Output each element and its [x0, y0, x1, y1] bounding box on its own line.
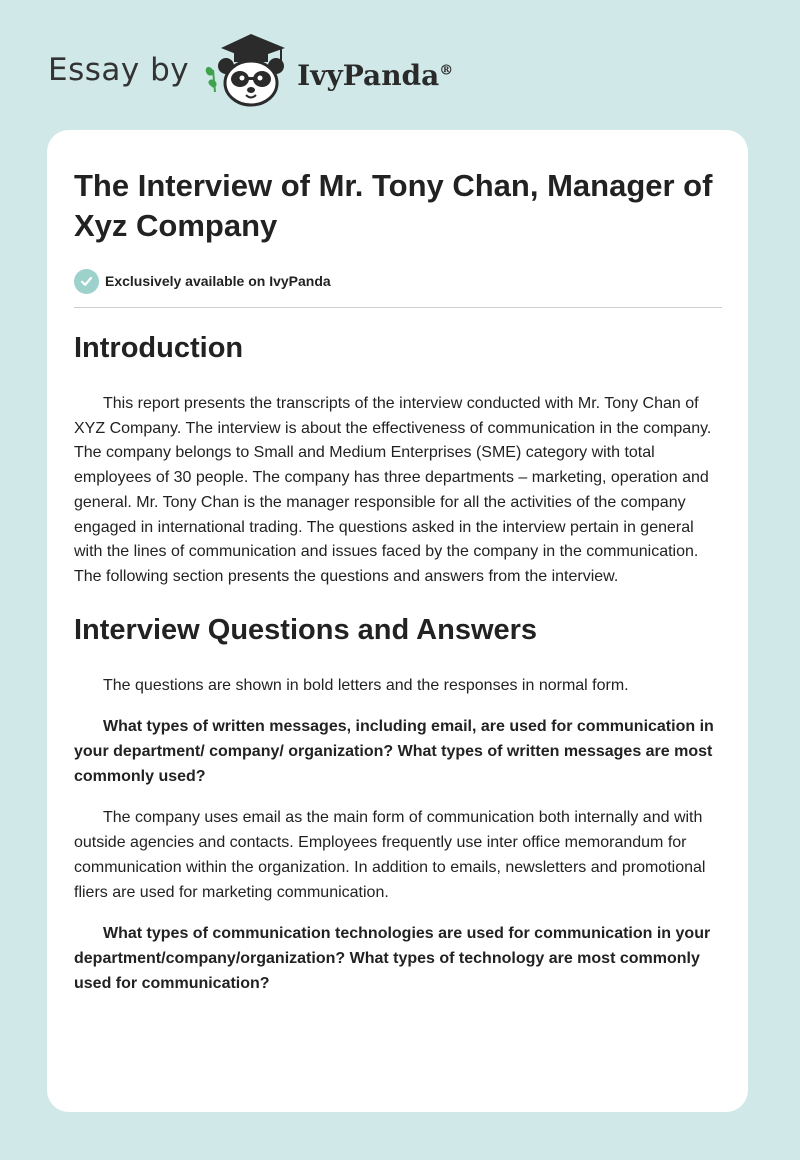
qa-intro-paragraph: The questions are shown in bold letters and the responses in normal form.	[103, 676, 629, 694]
registered-mark: ®	[439, 62, 454, 79]
essay-title: The Interview of Mr. Tony Chan, Manager of Xyz Company	[74, 168, 713, 243]
exclusive-badge	[74, 268, 722, 294]
title-divider	[74, 307, 722, 308]
intro-paragraph: This report presents the transcripts of the interview conducted with Mr. Tony Chan of XYZ Company. The interview is about the effectiveness of communication in the company. The company belongs to Small and Medium Enterprises (SME) category with total employees of 30 people. The company has three departments – marketing, operation and general. Mr. Tony Chan is the manager responsible for all the activities of the company engaged in international trading. The questions asked in the interview pertain in general with the lines of communication and issues faced by the company in the communication. The following section presents the questions and answers from the interview.	[74, 395, 712, 585]
section-heading-interview: Interview Questions and Answers	[74, 613, 538, 646]
check-circle-icon	[74, 269, 99, 294]
section-heading-introduction: Introduction	[74, 332, 244, 364]
exclusive-label: Exclusively available on IvyPanda	[105, 273, 331, 289]
question-paragraph: What types of written messages, including email, are used for communication in your department/ company/ organization? What types of written messages are most commonly used?	[74, 718, 714, 785]
essay-by-label: Essay by	[48, 52, 190, 88]
panda-graduate-icon[interactable]	[201, 30, 293, 110]
essay-card	[47, 130, 748, 1112]
answer-paragraph: The company uses email as the main form of communication both internally and with outside agencies and contacts. Employees frequently use inter office memorandum for communication within the organization. In addition to emails, newsletters and promotional fliers are used for marketing communication.	[74, 809, 706, 901]
site-header	[48, 30, 453, 110]
question-paragraph: What types of communication technologies are used for communication in your department/company/organization? What types of technology are most commonly used for communication?	[74, 925, 711, 992]
brand-name[interactable]: IvyPanda®	[297, 58, 454, 92]
